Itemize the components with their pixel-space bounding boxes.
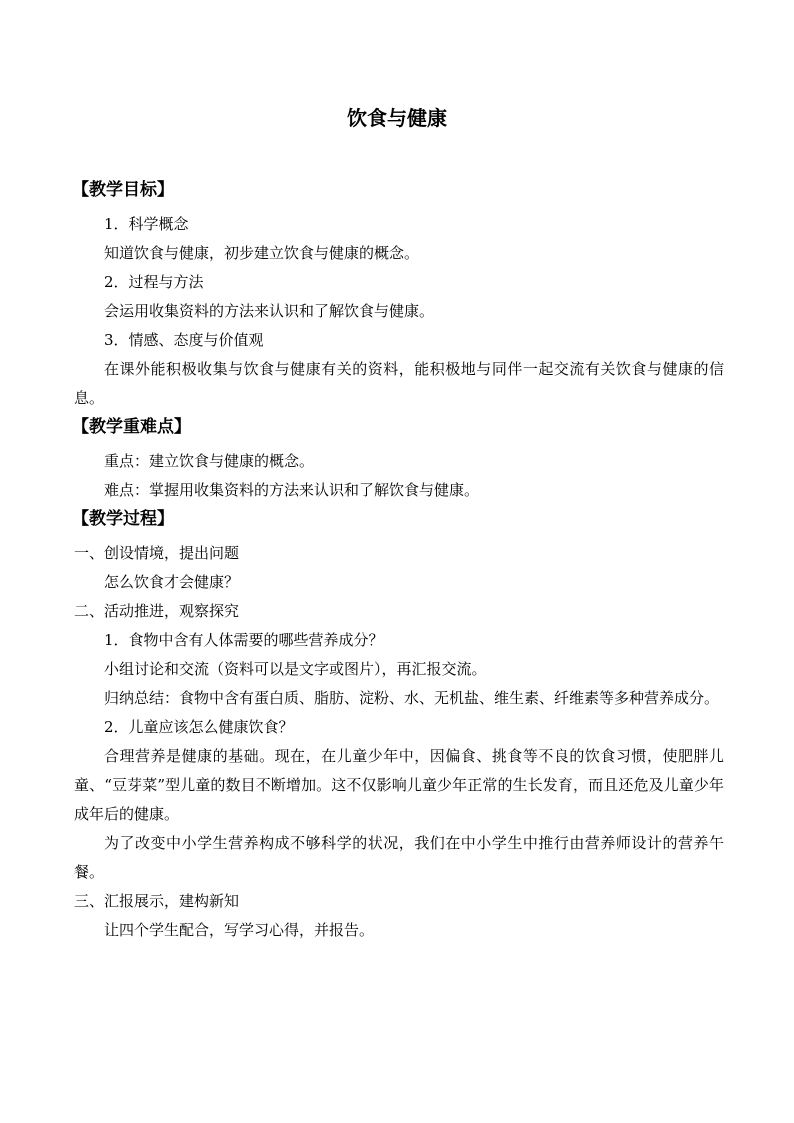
section-heading-objectives: 【教学目标】 [72, 180, 174, 200]
document-title: 饮食与健康 [347, 106, 447, 130]
section-heading-key-points: 【教学重难点】 [72, 417, 191, 437]
section-heading-process: 【教学过程】 [72, 509, 174, 529]
objective-item-1-title: 1．科学概念 [104, 215, 189, 233]
process-step-1-heading: 一、创设情境，提出问题 [74, 544, 240, 562]
process-step-2-question-1: 1．食物中含有人体需要的哪些营养成分？ [104, 631, 384, 649]
process-step-2-nutrition-paragraph: 合理营养是健康的基础。现在，在儿童少年中，因偏食、挑食等不良的饮食习惯，使肥胖儿童、“豆芽菜”型儿童的数目不断增加。这不仅影响儿童少年正常的生长发育，而且还危及儿童少年成年后的健康。 [74, 747, 724, 823]
process-step-3-heading: 三、汇报展示，建构新知 [74, 892, 240, 910]
process-step-2-summary: 归纳总结：食物中含有蛋白质、脂肪、淀粉、水、无机盐、维生素、纤维素等多种营养成分。 [104, 689, 720, 707]
process-step-3-text: 让四个学生配合，写学习心得，并报告。 [104, 921, 375, 939]
document-body [74, 176, 724, 945]
key-point-focus: 重点：建立饮食与健康的概念。 [104, 452, 315, 470]
objective-item-3-text: 在课外能积极收集与饮食与健康有关的资料，能积极地与同伴一起交流有关饮食与健康的信息。 [74, 360, 724, 407]
process-step-2-discussion: 小组讨论和交流（资料可以是文字或图片），再汇报交流。 [104, 660, 487, 678]
objective-item-2-title: 2．过程与方法 [104, 273, 204, 291]
key-point-difficulty: 难点：掌握用收集资料的方法来认识和了解饮食与健康。 [104, 481, 480, 499]
objective-item-3-title: 3．情感、态度与价值观 [104, 331, 264, 349]
process-step-1-text: 怎么饮食才会健康？ [104, 573, 240, 591]
process-step-2-heading: 二、活动推进，观察探究 [74, 602, 240, 620]
objective-item-1-text: 知道饮食与健康，初步建立饮食与健康的概念。 [104, 244, 420, 262]
process-step-2-question-2: 2．儿童应该怎么健康饮食？ [104, 718, 294, 736]
objective-item-2-text: 会运用收集资料的方法来认识和了解饮食与健康。 [104, 302, 435, 320]
process-step-2-lunch-paragraph: 为了改变中小学生营养构成不够科学的状况，我们在中小学生中推行由营养师设计的营养午餐。 [74, 834, 724, 881]
